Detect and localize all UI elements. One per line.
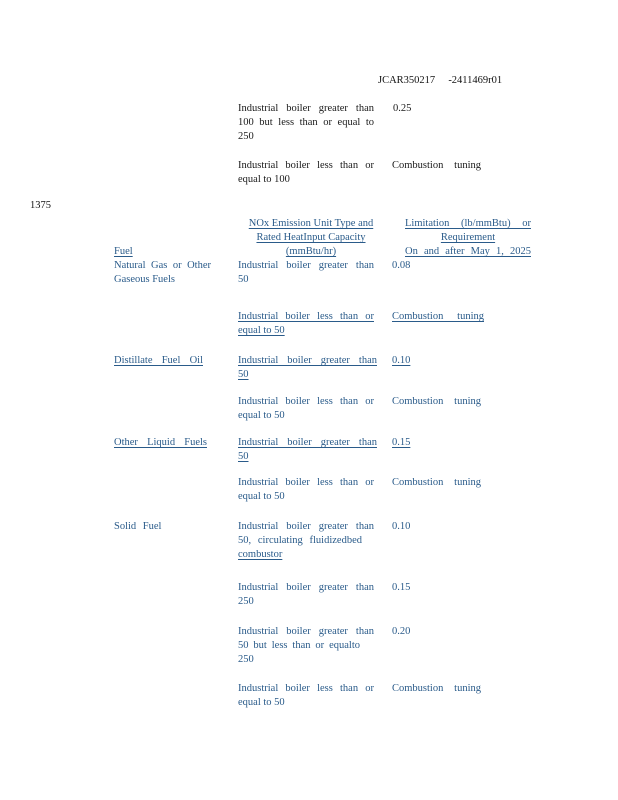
row-1-type	[238, 259, 374, 287]
row-6-type	[238, 476, 374, 504]
document-id	[378, 74, 502, 88]
row-6-limit-text: Combustion tuning	[392, 477, 481, 488]
document-id-code: JCAR350217	[378, 75, 436, 86]
row-8-type	[238, 581, 374, 609]
row-1-type-line: 50	[238, 274, 249, 285]
header-fuel	[114, 245, 138, 259]
header-limitation	[405, 217, 531, 259]
row-1-fuel-line: Gaseous Fuels	[114, 274, 175, 285]
row-4-type	[238, 395, 374, 423]
row-3-fuel-line: Distillate Fuel Oil	[114, 355, 203, 366]
prior-row-1-limit: 0.25	[393, 103, 412, 114]
row-7-fuel-line: Solid Fuel	[114, 521, 162, 532]
header-limitation-line: On and after May 1, 2025	[405, 246, 531, 257]
row-1-type-line: Industrial boiler greater than	[238, 260, 374, 271]
row-7-type-line: Industrial boiler greater than	[238, 521, 374, 532]
row-6-type-line: equal to 50	[238, 491, 285, 502]
row-7-type	[238, 520, 374, 562]
row-9-type-line: 250	[238, 654, 254, 665]
row-3-type-line: 50	[238, 369, 249, 380]
row-2-type	[238, 310, 374, 338]
prior-row-2-type-line: equal to 100	[238, 174, 290, 185]
document-id-suffix: -2411469r01	[448, 75, 503, 86]
row-3-type	[238, 354, 377, 382]
row-4-type-line: Industrial boiler less than or	[238, 396, 374, 407]
prior-row-1-type-line: 100 but less than or equal to	[238, 117, 374, 128]
row-4-limit	[392, 395, 481, 409]
header-unit-type-line: NOx Emission Unit Type and	[248, 218, 374, 229]
header-fuel-text: Fuel	[114, 246, 133, 257]
row-5-type-line: Industrial boiler greater than	[238, 437, 377, 448]
line-number: 1375	[30, 200, 51, 211]
prior-row-2-limit	[392, 159, 481, 173]
row-3-limit-text: 0.10	[392, 355, 411, 366]
row-10-type	[238, 682, 374, 710]
row-5-type-line: 50	[238, 451, 249, 462]
row-4-limit-text: Combustion tuning	[392, 396, 481, 407]
row-3-limit	[392, 354, 416, 368]
row-9-type-line: 50 but less than or equalto	[238, 640, 360, 651]
row-7-type-line: combustor	[238, 549, 283, 560]
row-10-limit	[392, 682, 481, 696]
row-10-type-line: Industrial boiler less than or	[238, 683, 374, 694]
row-4-type-line: equal to 50	[238, 410, 285, 421]
row-7-type-line: 50, circulating fluidizedbed	[238, 535, 362, 546]
row-10-limit-text: Combustion tuning	[392, 683, 481, 694]
row-5-fuel-line: Other Liquid Fuels	[114, 437, 207, 448]
row-6-limit	[392, 476, 481, 490]
row-10-type-line: equal to 50	[238, 697, 285, 708]
row-8-limit: 0.15	[392, 582, 411, 593]
prior-row-1-type-line: Industrial boiler greater than	[238, 103, 374, 114]
prior-row-2-limit-text: Combustion tuning	[392, 160, 481, 171]
header-limitation-line: Limitation (lb/mmBtu) or	[405, 218, 531, 229]
header-unit-type-line: (mmBtu/hr)	[285, 246, 337, 257]
row-9-type-line: Industrial boiler greater than	[238, 626, 374, 637]
header-unit-type-line: Rated HeatInput Capacity	[256, 232, 366, 243]
header-unit-type	[238, 217, 384, 259]
row-5-limit	[392, 436, 416, 450]
row-5-fuel	[114, 436, 207, 450]
prior-row-2-type-line: Industrial boiler less than or	[238, 160, 374, 171]
row-8-type-line: 250	[238, 596, 254, 607]
row-2-type-line: equal to 50	[238, 325, 285, 336]
row-3-fuel	[114, 354, 203, 368]
row-1-limit: 0.08	[392, 260, 411, 271]
prior-row-2-type	[238, 159, 374, 187]
prior-row-1-type-line: 250	[238, 131, 254, 142]
row-5-limit-text: 0.15	[392, 437, 411, 448]
row-5-type	[238, 436, 377, 464]
row-2-limit	[392, 310, 484, 324]
header-limitation-line: Requirement	[440, 232, 496, 243]
row-2-type-line: Industrial boiler less than or	[238, 311, 374, 322]
row-9-limit: 0.20	[392, 626, 411, 637]
row-1-fuel	[114, 259, 211, 287]
row-9-type	[238, 625, 374, 667]
row-7-limit: 0.10	[392, 521, 411, 532]
row-6-type-line: Industrial boiler less than or	[238, 477, 374, 488]
row-7-fuel	[114, 520, 161, 534]
row-3-type-line: Industrial boiler greater than	[238, 355, 377, 366]
row-2-limit-text: Combustion tuning	[392, 311, 484, 322]
prior-row-1-type	[238, 102, 374, 144]
row-1-fuel-line: Natural Gas or Other	[114, 260, 211, 271]
row-8-type-line: Industrial boiler greater than	[238, 582, 374, 593]
